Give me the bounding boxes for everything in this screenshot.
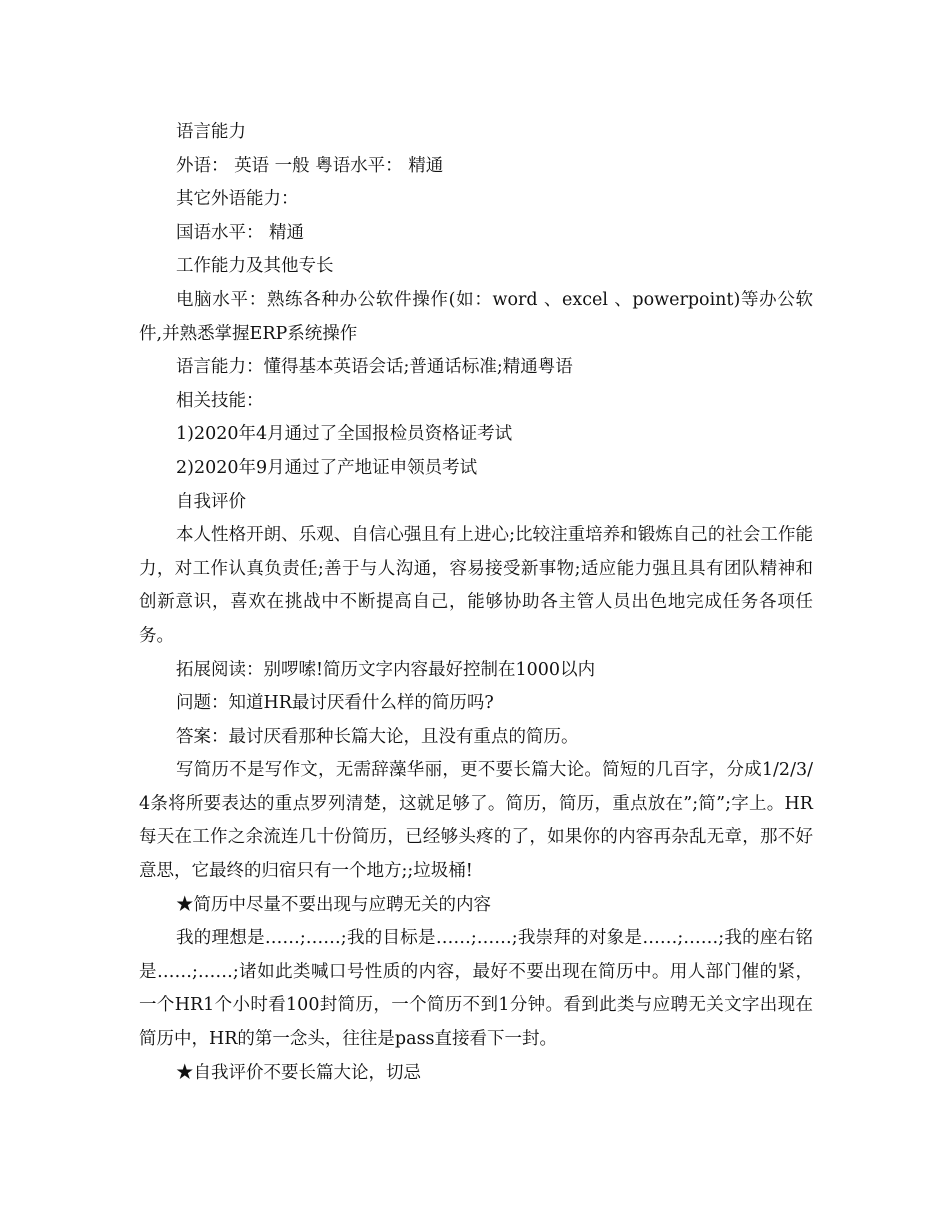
question-line: 问题：知道HR最讨厌看什么样的简历吗?: [176, 693, 494, 714]
resume-writing-paragraph: 写简历不是写作文，无需辞藻华丽，更不要长篇大论。简短的几百字，分成1/2/3/4条将所要表达的重点罗列清楚，这就足够了。简历，简历，重点放在”;简”;字上。HR每天在工作之余流连几十份简历，已经够头疼的了，如果你的内容再杂乱无章，那不好意思，它最终的归宿只有一个地方;;垃圾桶!: [139, 760, 813, 882]
related-skills-label: 相关技能：: [176, 390, 264, 411]
mandarin-level-line: 国语水平： 精通: [176, 222, 305, 243]
heading-work-skills: 工作能力及其他专长: [176, 256, 334, 277]
heading-self-evaluation: 自我评价: [176, 491, 246, 512]
skill-item-2: 2)2020年9月通过了产地证申领员考试: [176, 457, 478, 478]
tip-heading-irrelevant-content: ★简历中尽量不要出现与应聘无关的内容: [176, 894, 491, 915]
language-skills-line: 语言能力：懂得基本英语会话;普通话标准;精通粤语: [176, 357, 573, 378]
other-language-line: 其它外语能力：: [176, 189, 299, 210]
extended-reading-line: 拓展阅读：别啰嗦!简历文字内容最好控制在1000以内: [176, 659, 596, 680]
foreign-language-line: 外语： 英语 一般 粤语水平： 精通: [176, 155, 444, 176]
heading-language-ability: 语言能力: [176, 122, 246, 142]
irrelevant-content-paragraph: 我的理想是……;……;我的目标是……;……;我崇拜的对象是……;……;我的座右铭是……;……;诸如此类喊口号性质的内容，最好不要出现在简历中。用人部门催的紧，一个HR1个小时看100封简历，一个简历不到1分钟。看到此类与应聘无关文字出现在简历中，HR的第一念头，往往是pass直接看下一封。: [139, 928, 813, 1050]
answer-line: 答案：最讨厌看那种长篇大论，且没有重点的简历。: [176, 726, 579, 747]
document-body: [139, 116, 813, 1090]
skill-item-1: 1)2020年4月通过了全国报检员资格证考试: [176, 424, 513, 445]
computer-skills-paragraph: 电脑水平：熟练各种办公软件操作(如：word 、excel 、powerpoint)等办公软件,并熟悉掌握ERP系统操作: [139, 289, 813, 344]
self-evaluation-paragraph: 本人性格开朗、乐观、自信心强且有上进心;比较注重培养和锻炼自己的社会工作能力，对工作认真负责任;善于与人沟通，容易接受新事物;适应能力强且具有团队精神和创新意识，喜欢在挑战中不断提高自己，能够协助各主管人员出色地完成任务各项任务。: [139, 525, 813, 646]
tip-heading-self-evaluation: ★自我评价不要长篇大论，切忌: [176, 1062, 421, 1083]
